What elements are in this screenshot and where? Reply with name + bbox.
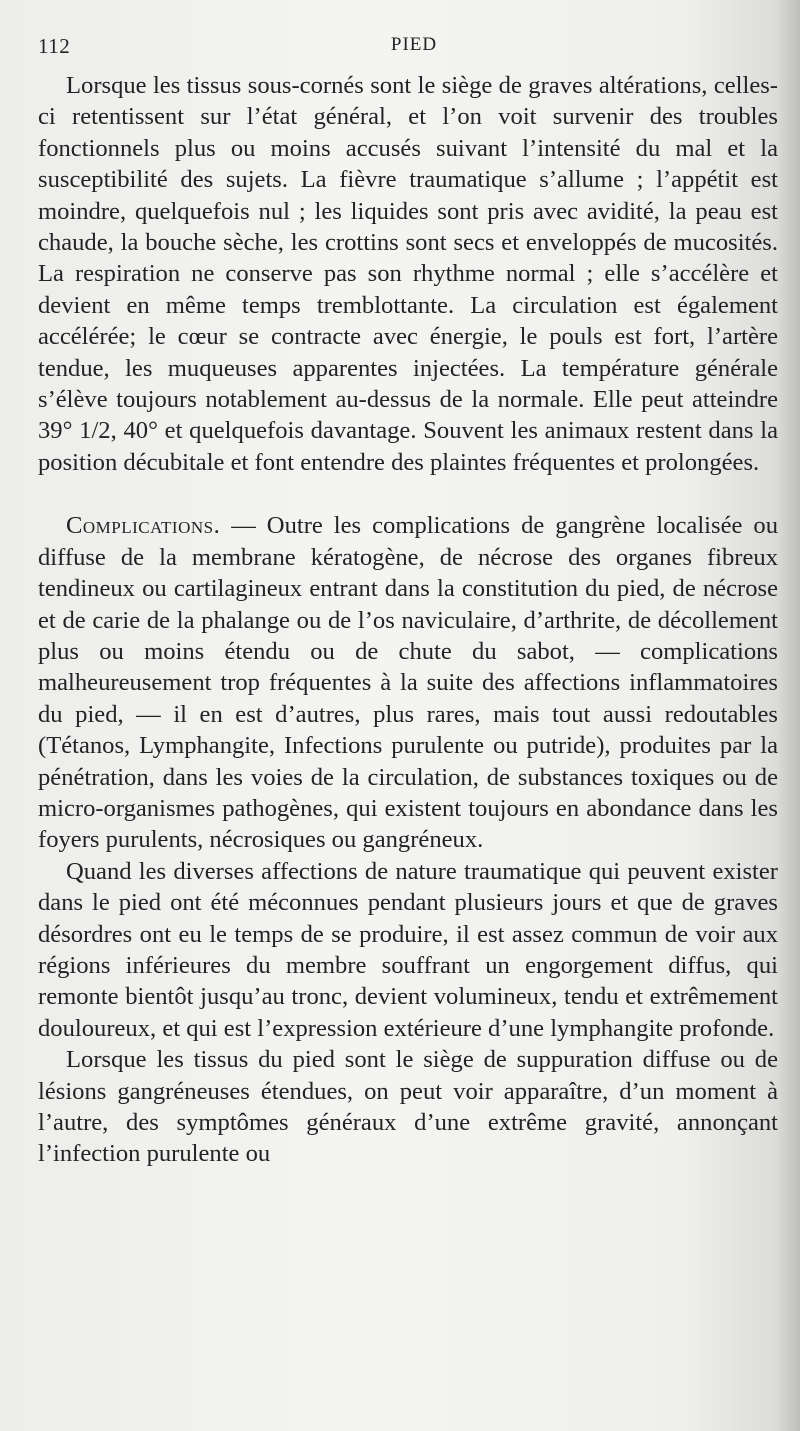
page-body — [38, 70, 778, 1170]
paragraph-lymphangitis: Quand les diverses affections de nature traumatique qui peuvent exister dans le pied ont été méconnues pendant plusieurs jours et que de graves désordres ont eu le temps de se produire, il est assez commun de voir aux régions inférieures du membre souffrant un engorgement diffus, qui remonte bientôt jusqu’au tronc, devient volumineux, tendu et extrêmement douloureux, et qui est l’expression extérieure d’une lymphangite profonde. — [38, 857, 778, 1042]
paragraph-suppuration: Lorsque les tissus du pied sont le siège de suppuration diffuse ou de lésions gangréneuses étendues, on peut voir apparaître, d’un moment à l’autre, des symptômes généraux d’une extrême gravité, annonçant l’infection purulente ou — [38, 1046, 778, 1168]
paragraph-complications-text: — Outre les complications de gangrène localisée ou diffuse de la membrane kératogène, de nécrose des organes fibreux tendineux ou cartilagineux entrant dans la constitution du pied, de nécrose et de carie de la phalange ou de l’os naviculaire, d’arthrite, de décollement plus ou moins étendu ou de chute du sabot, — complications malheureusement trop fréquentes à la suite des affections inflammatoires du pied, — il en est d’autres, plus rares, mais tout aussi redoutables (Tétanos, Lymphangite, Infections purulente ou putride), produites par la pénétration, dans les voies de la circulation, de substances toxiques ou de micro-organismes pathogènes, qui existent toujours en abondance dans les foyers purulents, nécrosiques ou gangréneux. — [38, 512, 778, 854]
section-heading: Complications. — [66, 512, 221, 540]
running-title: PIED — [390, 34, 438, 55]
section-gap — [38, 478, 778, 510]
running-head — [38, 34, 778, 64]
page-number: 112 — [38, 34, 71, 58]
paragraph-general-state: Lorsque les tissus sous-cornés sont le siège de graves altérations, celles-ci retentissent sur l’état général, et l’on voit survenir des troubles fonctionnels plus ou moins accusés suivant l’intensité du mal et la susceptibilité des sujets. La fièvre traumatique s’allume ; l’appétit est moindre, quelquefois nul ; les liquides sont pris avec avidité, la peau est chaude, la bouche sèche, les crottins sont secs et enveloppés de mucosités. La respiration ne conserve pas son rhythme normal ; elle s’accélère et devient en même temps tremblottante. La circulation est également accélérée; le cœur se contracte avec énergie, le pouls est fort, l’artère tendue, les muqueuses apparentes injectées. La température générale s’élève toujours notablement au-dessus de la normale. Elle peut atteindre 39° 1/2, 40° et quelquefois davantage. Souvent les animaux restent dans la position décubitale et font entendre des plaintes fréquentes et prolongées. — [38, 72, 778, 476]
paragraph-complications — [38, 510, 778, 855]
